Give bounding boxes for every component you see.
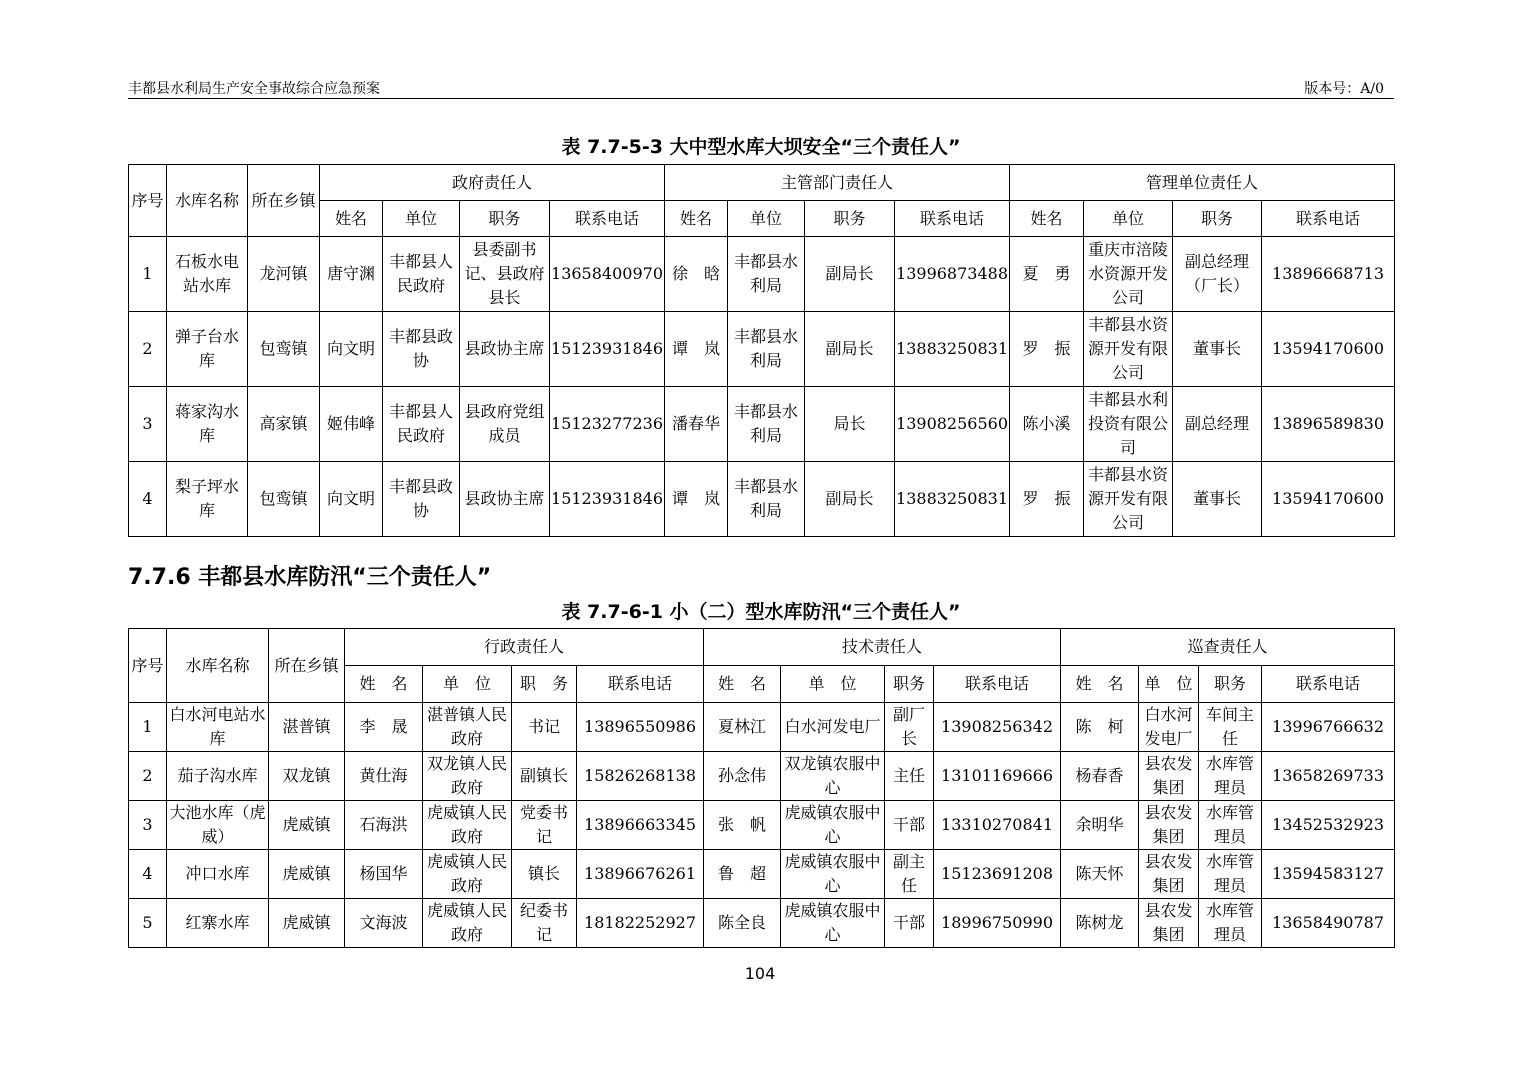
- cell-mgmt-phone: 13594583127: [1262, 850, 1395, 899]
- cell-tech-unit: 虎威镇农服中心: [781, 850, 885, 899]
- header-management-responsible: 管理单位责任人: [1010, 165, 1395, 201]
- cell-seq: 4: [129, 462, 167, 537]
- cell-tech-phone: 13908256342: [934, 703, 1061, 752]
- subheader-unit: 单 位: [1139, 666, 1199, 703]
- cell-tech-unit: 丰都县水利局: [728, 387, 805, 462]
- cell-admin-phone: 15826268138: [577, 752, 704, 801]
- cell-mgmt-position: 董事长: [1173, 312, 1262, 387]
- cell-admin-name: 姬伟峰: [320, 387, 383, 462]
- cell-admin-unit: 丰都县人民政府: [383, 237, 460, 312]
- cell-reservoir-name: 梨子坪水库: [167, 462, 248, 537]
- page-number: 104: [744, 964, 776, 983]
- cell-mgmt-unit: 丰都县水利投资有限公司: [1084, 387, 1173, 462]
- cell-admin-phone: 13896663345: [577, 801, 704, 850]
- header-reservoir-name: 水库名称: [167, 165, 248, 237]
- cell-mgmt-name: 陈 柯: [1061, 703, 1139, 752]
- subheader-unit: 单位: [383, 201, 460, 237]
- cell-admin-phone: 13896676261: [577, 850, 704, 899]
- cell-town: 湛普镇: [269, 703, 345, 752]
- cell-town: 龙河镇: [248, 237, 320, 312]
- cell-town: 双龙镇: [269, 752, 345, 801]
- cell-admin-phone: 13896550986: [577, 703, 704, 752]
- cell-tech-position: 干部: [885, 801, 934, 850]
- cell-tech-position: 副局长: [805, 462, 895, 537]
- dam-safety-responsibility-table: [128, 164, 1395, 537]
- cell-mgmt-name: 陈小溪: [1010, 387, 1084, 462]
- table-row: [129, 237, 1395, 312]
- cell-admin-phone: 18182252927: [577, 899, 704, 948]
- cell-mgmt-unit: 县农发集团: [1139, 801, 1199, 850]
- cell-mgmt-phone: 13658490787: [1262, 899, 1395, 948]
- cell-reservoir-name: 弹子台水库: [167, 312, 248, 387]
- cell-tech-position: 干部: [885, 899, 934, 948]
- cell-mgmt-name: 杨春香: [1061, 752, 1139, 801]
- cell-admin-unit: 丰都县政协: [383, 462, 460, 537]
- cell-mgmt-position: 董事长: [1173, 462, 1262, 537]
- header-town: 所在乡镇: [248, 165, 320, 237]
- subheader-position: 职务: [1173, 201, 1262, 237]
- cell-admin-name: 唐守渊: [320, 237, 383, 312]
- cell-mgmt-phone: 13658269733: [1262, 752, 1395, 801]
- cell-mgmt-name: 罗 振: [1010, 312, 1084, 387]
- cell-seq: 1: [129, 237, 167, 312]
- cell-admin-unit: 双龙镇人民政府: [423, 752, 512, 801]
- subheader-name: 姓 名: [1061, 666, 1139, 703]
- cell-admin-position: 县政府党组成员: [460, 387, 550, 462]
- cell-mgmt-unit: 丰都县水资源开发有限公司: [1084, 312, 1173, 387]
- cell-tech-name: 谭 岚: [665, 312, 728, 387]
- cell-mgmt-phone: 13896589830: [1262, 387, 1395, 462]
- cell-admin-phone: 13658400970: [550, 237, 665, 312]
- cell-mgmt-phone: 13594170600: [1262, 312, 1395, 387]
- cell-tech-name: 潘春华: [665, 387, 728, 462]
- subheader-name: 姓名: [320, 201, 383, 237]
- cell-mgmt-name: 夏 勇: [1010, 237, 1084, 312]
- header-seq: 序号: [129, 165, 167, 237]
- table-row: [129, 703, 1395, 752]
- subheader-name: 姓 名: [704, 666, 781, 703]
- cell-admin-name: 黄仕海: [345, 752, 423, 801]
- cell-admin-phone: 15123931846: [550, 312, 665, 387]
- table2-caption: 表 7.7-6-1 小（二）型水库防汛“三个责任人”: [561, 601, 961, 623]
- page-header: [128, 76, 1394, 99]
- header-government-responsible: 政府责任人: [320, 165, 665, 201]
- cell-admin-position: 副镇长: [512, 752, 577, 801]
- subheader-position: 职务: [460, 201, 550, 237]
- header-reservoir-name: 水库名称: [167, 629, 269, 703]
- cell-admin-unit: 丰都县人民政府: [383, 387, 460, 462]
- cell-tech-phone: 13883250831: [895, 462, 1010, 537]
- subheader-name: 姓 名: [345, 666, 423, 703]
- cell-admin-unit: 丰都县政协: [383, 312, 460, 387]
- cell-admin-position: 县委副书记、县政府县长: [460, 237, 550, 312]
- cell-admin-position: 镇长: [512, 850, 577, 899]
- cell-mgmt-phone: 13896668713: [1262, 237, 1395, 312]
- subheader-phone: 联系电话: [577, 666, 704, 703]
- cell-seq: 4: [129, 850, 167, 899]
- cell-tech-unit: 丰都县水利局: [728, 462, 805, 537]
- cell-mgmt-unit: 县农发集团: [1139, 899, 1199, 948]
- cell-seq: 1: [129, 703, 167, 752]
- cell-town: 高家镇: [248, 387, 320, 462]
- cell-reservoir-name: 石板水电站水库: [167, 237, 248, 312]
- table-row: [129, 312, 1395, 387]
- cell-admin-position: 县政协主席: [460, 462, 550, 537]
- cell-mgmt-unit: 丰都县水资源开发有限公司: [1084, 462, 1173, 537]
- subheader-position: 职 务: [512, 666, 577, 703]
- cell-tech-position: 主任: [885, 752, 934, 801]
- cell-admin-position: 党委书记: [512, 801, 577, 850]
- document-title: 丰都县水利局生产安全事故综合应急预案: [128, 81, 380, 97]
- cell-reservoir-name: 冲口水库: [167, 850, 269, 899]
- cell-admin-position: 纪委书记: [512, 899, 577, 948]
- subheader-unit: 单 位: [423, 666, 512, 703]
- cell-seq: 3: [129, 387, 167, 462]
- cell-tech-unit: 丰都县水利局: [728, 237, 805, 312]
- cell-tech-unit: 虎威镇农服中心: [781, 899, 885, 948]
- subheader-unit: 单位: [728, 201, 805, 237]
- cell-tech-name: 陈全良: [704, 899, 781, 948]
- header-town: 所在乡镇: [269, 629, 345, 703]
- cell-mgmt-position: 副总经理（厂长）: [1173, 237, 1262, 312]
- cell-tech-name: 孙念伟: [704, 752, 781, 801]
- table-row: [129, 462, 1395, 537]
- cell-mgmt-unit: 重庆市涪陵水资源开发公司: [1084, 237, 1173, 312]
- subheader-position: 职务: [805, 201, 895, 237]
- cell-tech-name: 谭 岚: [665, 462, 728, 537]
- cell-seq: 2: [129, 752, 167, 801]
- cell-town: 虎威镇: [269, 850, 345, 899]
- cell-mgmt-name: 罗 振: [1010, 462, 1084, 537]
- cell-mgmt-position: 水库管理员: [1199, 899, 1262, 948]
- cell-admin-position: 书记: [512, 703, 577, 752]
- table-row: [129, 850, 1395, 899]
- cell-seq: 3: [129, 801, 167, 850]
- cell-mgmt-unit: 县农发集团: [1139, 752, 1199, 801]
- cell-town: 包鸾镇: [248, 312, 320, 387]
- cell-town: 包鸾镇: [248, 462, 320, 537]
- cell-mgmt-unit: 县农发集团: [1139, 850, 1199, 899]
- cell-admin-name: 向文明: [320, 462, 383, 537]
- section-heading: 7.7.6 丰都县水库防汛“三个责任人”: [128, 565, 492, 590]
- subheader-phone: 联系电话: [550, 201, 665, 237]
- cell-tech-phone: 13101169666: [934, 752, 1061, 801]
- cell-tech-phone: 18996750990: [934, 899, 1061, 948]
- cell-mgmt-phone: 13594170600: [1262, 462, 1395, 537]
- subheader-position: 职务: [1199, 666, 1262, 703]
- version-number: 版本号：A/0: [1304, 81, 1384, 97]
- cell-admin-name: 向文明: [320, 312, 383, 387]
- cell-tech-unit: 虎威镇农服中心: [781, 801, 885, 850]
- cell-tech-name: 夏林江: [704, 703, 781, 752]
- header-seq: 序号: [129, 629, 167, 703]
- subheader-name: 姓名: [665, 201, 728, 237]
- flood-control-responsibility-table: [128, 628, 1395, 948]
- cell-admin-name: 文海波: [345, 899, 423, 948]
- table1-caption: 表 7.7-5-3 大中型水库大坝安全“三个责任人”: [561, 136, 961, 158]
- subheader-phone: 联系电话: [1262, 666, 1395, 703]
- cell-tech-phone: 15123691208: [934, 850, 1061, 899]
- cell-reservoir-name: 红寨水库: [167, 899, 269, 948]
- cell-tech-position: 副主任: [885, 850, 934, 899]
- cell-reservoir-name: 蒋家沟水库: [167, 387, 248, 462]
- cell-tech-position: 局长: [805, 387, 895, 462]
- cell-tech-position: 副厂长: [885, 703, 934, 752]
- cell-mgmt-position: 水库管理员: [1199, 752, 1262, 801]
- table-row: [129, 801, 1395, 850]
- cell-seq: 2: [129, 312, 167, 387]
- cell-admin-unit: 虎威镇人民政府: [423, 850, 512, 899]
- cell-tech-phone: 13310270841: [934, 801, 1061, 850]
- subheader-phone: 联系电话: [934, 666, 1061, 703]
- cell-mgmt-position: 水库管理员: [1199, 801, 1262, 850]
- cell-reservoir-name: 白水河电站水库: [167, 703, 269, 752]
- subheader-position: 职务: [885, 666, 934, 703]
- cell-tech-unit: 白水河发电厂: [781, 703, 885, 752]
- cell-town: 虎威镇: [269, 801, 345, 850]
- cell-town: 虎威镇: [269, 899, 345, 948]
- cell-mgmt-name: 陈树龙: [1061, 899, 1139, 948]
- table-row: [129, 387, 1395, 462]
- cell-mgmt-phone: 13452532923: [1262, 801, 1395, 850]
- subheader-phone: 联系电话: [895, 201, 1010, 237]
- cell-admin-unit: 湛普镇人民政府: [423, 703, 512, 752]
- header-department-responsible: 主管部门责任人: [665, 165, 1010, 201]
- cell-mgmt-name: 陈天怀: [1061, 850, 1139, 899]
- cell-admin-unit: 虎威镇人民政府: [423, 899, 512, 948]
- cell-admin-name: 石海洪: [345, 801, 423, 850]
- cell-tech-unit: 丰都县水利局: [728, 312, 805, 387]
- cell-mgmt-name: 余明华: [1061, 801, 1139, 850]
- cell-mgmt-position: 水库管理员: [1199, 850, 1262, 899]
- cell-admin-phone: 15123277236: [550, 387, 665, 462]
- cell-tech-phone: 13883250831: [895, 312, 1010, 387]
- cell-seq: 5: [129, 899, 167, 948]
- cell-reservoir-name: 茄子沟水库: [167, 752, 269, 801]
- cell-admin-name: 李 晟: [345, 703, 423, 752]
- subheader-unit: 单位: [1084, 201, 1173, 237]
- header-technical-responsible: 技术责任人: [704, 629, 1061, 666]
- subheader-unit: 单 位: [781, 666, 885, 703]
- subheader-name: 姓名: [1010, 201, 1084, 237]
- cell-tech-phone: 13996873488: [895, 237, 1010, 312]
- cell-mgmt-position: 副总经理: [1173, 387, 1262, 462]
- cell-tech-phone: 13908256560: [895, 387, 1010, 462]
- cell-tech-position: 副局长: [805, 312, 895, 387]
- header-administrative-responsible: 行政责任人: [345, 629, 704, 666]
- cell-mgmt-position: 车间主任: [1199, 703, 1262, 752]
- cell-mgmt-phone: 13996766632: [1262, 703, 1395, 752]
- cell-tech-name: 张 帆: [704, 801, 781, 850]
- cell-tech-unit: 双龙镇农服中心: [781, 752, 885, 801]
- cell-tech-position: 副局长: [805, 237, 895, 312]
- table-row: [129, 752, 1395, 801]
- cell-admin-phone: 15123931846: [550, 462, 665, 537]
- cell-reservoir-name: 大池水库（虎威）: [167, 801, 269, 850]
- cell-admin-unit: 虎威镇人民政府: [423, 801, 512, 850]
- cell-admin-name: 杨国华: [345, 850, 423, 899]
- cell-admin-position: 县政协主席: [460, 312, 550, 387]
- cell-tech-name: 鲁 超: [704, 850, 781, 899]
- cell-tech-name: 徐 晗: [665, 237, 728, 312]
- table-row: [129, 899, 1395, 948]
- subheader-phone: 联系电话: [1262, 201, 1395, 237]
- cell-mgmt-unit: 白水河发电厂: [1139, 703, 1199, 752]
- header-patrol-responsible: 巡查责任人: [1061, 629, 1395, 666]
